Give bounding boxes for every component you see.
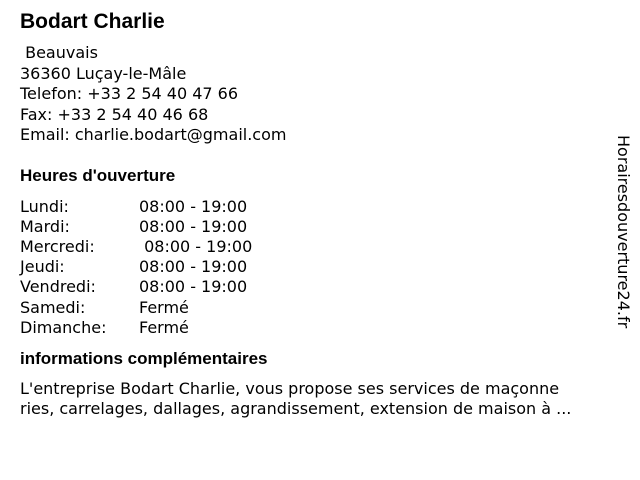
business-name: Bodart Charlie xyxy=(20,10,165,33)
email-address: Email: charlie.bodart@gmail.com xyxy=(20,125,287,144)
description-line: ries, carrelages, dallages, agrandissement, extension de maison à ... xyxy=(20,399,572,419)
fax-number: Fax: +33 2 54 40 46 68 xyxy=(20,104,209,124)
hours-row-wednesday xyxy=(20,237,610,257)
site-watermark: Horairesdouverture24.fr xyxy=(614,135,633,329)
address-city: Beauvais xyxy=(20,43,98,62)
address-postal: 36360 Luçay-le-Mâle xyxy=(20,63,187,83)
phone-number: Telefon: +33 2 54 40 47 66 xyxy=(20,84,239,103)
business-card xyxy=(20,9,610,420)
hours-day: Mercredi: xyxy=(20,236,95,256)
hours-row-tuesday xyxy=(20,217,610,237)
hours-row-friday xyxy=(20,277,610,297)
additional-info-heading: informations complémentaires xyxy=(20,348,268,368)
hours-time: 08:00 - 19:00 xyxy=(139,216,248,236)
hours-time: 08:00 - 19:00 xyxy=(139,257,248,277)
hours-time: 08:00 - 19:00 xyxy=(139,196,248,216)
opening-hours-table xyxy=(20,197,610,338)
opening-hours-heading: Heures d'ouverture xyxy=(20,165,176,185)
hours-row-saturday xyxy=(20,298,610,318)
hours-row-monday xyxy=(20,197,610,217)
hours-row-thursday xyxy=(20,257,610,277)
description-line: L'entreprise Bodart Charlie, vous propose ses services de maçonne xyxy=(20,378,560,398)
hours-time: 08:00 - 19:00 xyxy=(139,236,253,256)
hours-day: Samedi: xyxy=(20,297,86,317)
hours-time: 08:00 - 19:00 xyxy=(139,277,248,297)
hours-time: Fermé xyxy=(139,317,189,337)
hours-day: Jeudi: xyxy=(20,257,65,277)
hours-day: Mardi: xyxy=(20,216,70,236)
business-description xyxy=(20,379,620,420)
hours-day: Lundi: xyxy=(20,196,69,216)
hours-row-sunday xyxy=(20,318,610,338)
hours-time: Fermé xyxy=(139,297,189,317)
hours-day: Vendredi: xyxy=(20,277,96,297)
hours-day: Dimanche: xyxy=(20,317,107,337)
